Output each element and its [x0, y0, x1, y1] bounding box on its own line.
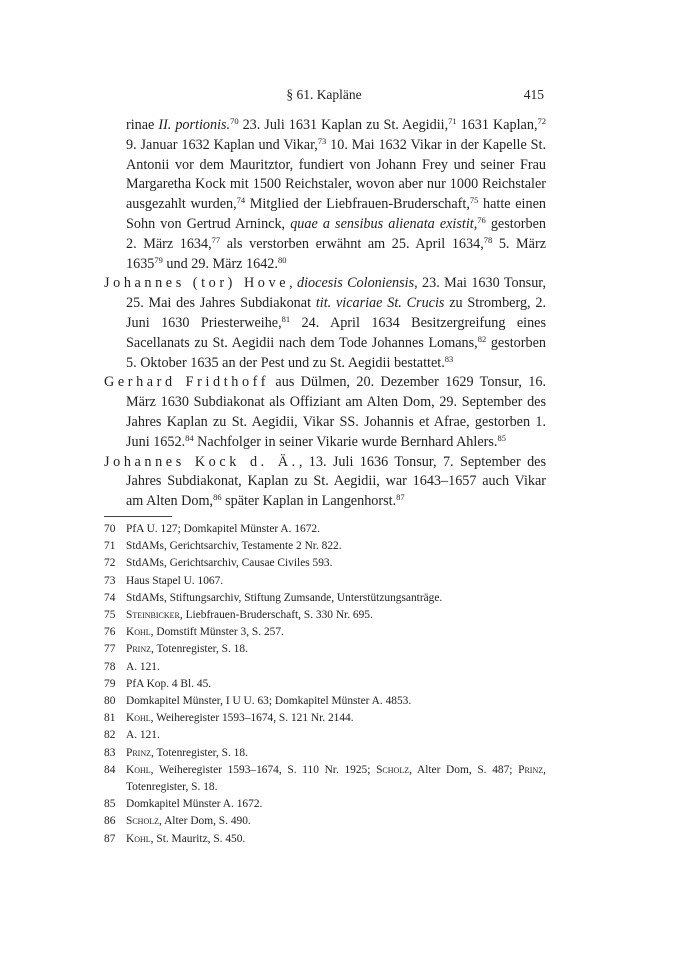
author-name: Kohl [126, 763, 151, 776]
text-run: rinae [126, 117, 159, 133]
text-run: , Weiheregister 1593–1674, S. 121 Nr. 2144. [150, 712, 354, 725]
footnote-text [126, 538, 546, 555]
text-run: A. 121. [126, 729, 160, 742]
text-run: , Alter Dom, S. 487; [409, 763, 519, 776]
text-run: hatte einen Sohn von Gertrud Arninck, [126, 196, 546, 232]
footnote-number: 80 [104, 695, 116, 708]
footnote-separator [104, 516, 172, 517]
footnote-ref: 83 [444, 353, 454, 364]
footnote-number: 71 [104, 540, 116, 553]
author-name: Scholz [126, 815, 159, 828]
footnote-ref: 73 [317, 135, 327, 146]
footnote-ref: 85 [497, 432, 506, 443]
text-run: Nachfolger in seiner Vikarie wurde Bernhard Ahlers. [193, 433, 498, 450]
text-run: zu Stromberg, 2. Juni 1630 Priesterweihe, [126, 295, 547, 331]
text-run: , Weiheregister 1593–1674, S. 110 Nr. 1925; [150, 763, 377, 776]
footnote-ref: 87 [396, 492, 405, 503]
text-run: als verstorben erwähnt am 25. April 1634, [220, 235, 484, 252]
text-run: , St. Mauritz, S. 450. [150, 832, 246, 845]
footnote [104, 590, 546, 607]
author-name: Kohl [126, 712, 151, 725]
text-run: , 23. Mai 1630 Tonsur, 25. Mai des Jahres Subdiakonat [126, 275, 546, 312]
text-run: Haus Stapel U. 1067. [126, 574, 224, 587]
footnote-text [126, 573, 546, 590]
person-name: Johannes (tor) Hove [104, 275, 290, 292]
main-text [104, 116, 546, 512]
footnote-number: 76 [104, 626, 116, 639]
author-name: Prinz [518, 763, 544, 776]
footnote-ref: 81 [281, 313, 291, 324]
author-name: Kohl [126, 626, 151, 639]
text-run: gestorben 5. Oktober 1635 an der Pest und zu St. Aegidii bestattet. [126, 334, 546, 371]
footnote [104, 607, 546, 624]
text-run: A. 121. [126, 660, 160, 673]
text-run: und 29. März 1642. [162, 255, 278, 272]
footnote-text [126, 659, 546, 676]
footnote [104, 831, 546, 848]
running-title: § 61. Kapläne [286, 87, 362, 102]
person-name: Gerhard Fridthoff [104, 374, 270, 391]
italic-text: quae a sensibus alienata existit, [290, 215, 478, 232]
footnote-text [126, 590, 546, 607]
author-name: Prinz [126, 643, 151, 656]
text-run: StdAMs, Gerichtsarchiv, Causae Civiles 593. [126, 557, 333, 570]
text-run: , Alter Dom, S. 490. [159, 815, 251, 828]
text-run: StdAMs, Gerichtsarchiv, Testamente 2 Nr. 822. [126, 540, 342, 553]
footnote-ref: 84 [185, 432, 194, 443]
footnote-number: 75 [104, 609, 116, 622]
text-run: 9. Januar 1632 Kaplan und Vikar, [126, 136, 318, 153]
text-run: 10. Mai 1632 Vikar in der Kapelle St. Antonii vor dem Mauritztor, fundiert von Johann Frey und seiner Frau Margaretha Kock mit 1500 Reichstaler, wovon aber nur 1000 Reichstaler ausgezahlt wurden, [126, 136, 546, 213]
footnote-ref: 78 [483, 234, 493, 245]
text-run: später Kaplan in Langenhorst. [221, 493, 397, 510]
text-run: 1631 Kaplan, [456, 117, 538, 133]
text-run: , Totenregister, S. 18. [151, 746, 248, 759]
footnote [104, 538, 546, 555]
page-number: 415 [523, 87, 544, 102]
footnote-text [126, 727, 546, 744]
footnote-ref: 72 [537, 116, 546, 126]
footnote [104, 693, 546, 710]
footnote-ref: 70 [230, 116, 239, 126]
text-run: 24. April 1634 Besitzergreifung eines Sacellanats zu St. Aegidii nach dem Tode Johannes Lomans, [126, 314, 546, 351]
footnote-ref: 79 [154, 254, 163, 265]
footnote-number: 86 [104, 815, 116, 828]
text-run: , 13. Juli 1636 Tonsur, 7. September des Jahres Subdiakonat, Kaplan zu St. Aegidii, war 1643–1657 auch Vikar am Alten Dom, [126, 453, 546, 510]
text-run: aus Dülmen, 20. Dezember 1629 Tonsur, 16. März 1630 Subdiakonat als Offiziant am Alten Dom, 29. September des Jahres Kaplan zu St. Aegidii, Vikar SS. Johannis et Afrae, gestorben 1. Juni 1652. [126, 374, 546, 450]
footnote-number: 72 [104, 557, 116, 570]
footnote-text [126, 693, 546, 710]
footnote-text [126, 521, 546, 538]
person-name: Johannes Kock d. Ä. [104, 453, 299, 470]
text-run: PfA Kop. 4 Bl. 45. [126, 677, 212, 690]
footnote-text [126, 762, 546, 796]
footnote-text [126, 676, 546, 693]
footnote-number: 81 [104, 712, 116, 725]
text-run: , [289, 275, 298, 292]
footnote-number: 78 [104, 660, 116, 673]
footnote [104, 659, 546, 676]
footnote-number: 73 [104, 574, 116, 587]
author-name: Steinbicker [126, 609, 180, 622]
text-run: StdAMs, Stiftungsarchiv, Stiftung Zumsande, Unterstützungsanträge. [126, 591, 443, 604]
footnote-number: 87 [104, 832, 116, 845]
biography-entry [104, 116, 546, 274]
footnote-ref: 82 [477, 333, 487, 344]
biography-entry [104, 373, 546, 452]
footnotes [104, 521, 546, 848]
text-run: Domkapitel Münster A. 1672. [126, 798, 263, 811]
footnote-ref: 71 [448, 116, 457, 126]
footnote-number: 79 [104, 677, 116, 690]
footnote [104, 641, 546, 658]
text-run: , Totenregister, S. 18. [151, 643, 248, 656]
footnote-number: 84 [104, 763, 116, 776]
footnote-text [126, 641, 546, 658]
footnote-number: 83 [104, 746, 116, 759]
text-run: , Totenregister, S. 18. [126, 763, 546, 794]
italic-text: II. portionis. [158, 117, 231, 133]
text-run: 5. März 1635 [126, 235, 546, 272]
footnote-ref: 75 [469, 195, 479, 206]
footnote-number: 82 [104, 729, 116, 742]
footnote-ref: 76 [477, 214, 486, 225]
footnote [104, 573, 546, 590]
footnote [104, 555, 546, 572]
footnote-text [126, 555, 546, 572]
footnote [104, 710, 546, 727]
footnote-text [126, 607, 546, 624]
footnote [104, 727, 546, 744]
footnote-ref: 77 [211, 234, 221, 245]
text-run: , Domstift Münster 3, S. 257. [150, 626, 284, 639]
footnote-text [126, 624, 546, 641]
footnote-number: 85 [104, 798, 116, 811]
footnote [104, 676, 546, 693]
footnote-number: 70 [104, 523, 116, 535]
text-run: 23. Juli 1631 Kaplan zu St. Aegidii, [238, 117, 449, 133]
italic-text: diocesis Coloniensis [297, 275, 415, 292]
italic-text: tit. vicariae St. Crucis [315, 295, 445, 312]
text-run: gestorben 2. März 1634, [126, 215, 546, 252]
footnote [104, 762, 546, 796]
text-run: Domkapitel Münster, I U U. 63; Domkapitel Münster A. 4853. [126, 695, 412, 708]
footnote-ref: 74 [236, 195, 246, 206]
text-run: , Liebfrauen-Bruderschaft, S. 330 Nr. 695. [179, 609, 373, 622]
footnote-text [126, 813, 546, 830]
footnote-text [126, 745, 546, 762]
footnote-text [126, 831, 546, 848]
biography-entry [104, 274, 546, 373]
text-run: PfA U. 127; Domkapitel Münster A. 1672. [126, 523, 320, 535]
footnote-number: 74 [104, 591, 116, 604]
author-name: Scholz [376, 763, 410, 776]
footnote-text [126, 710, 546, 727]
text-run: Mitglied der Liebfrauen-Bruderschaft, [245, 196, 470, 213]
author-name: Prinz [126, 746, 151, 759]
footnote [104, 521, 546, 538]
footnote-ref: 86 [213, 492, 222, 503]
footnote-text [126, 796, 546, 813]
footnote [104, 813, 546, 830]
author-name: Kohl [126, 832, 151, 845]
footnote-number: 77 [104, 643, 116, 656]
footnote [104, 796, 546, 813]
biography-entry [104, 453, 546, 512]
footnote [104, 745, 546, 762]
footnote [104, 624, 546, 641]
footnote-ref: 80 [277, 254, 287, 265]
